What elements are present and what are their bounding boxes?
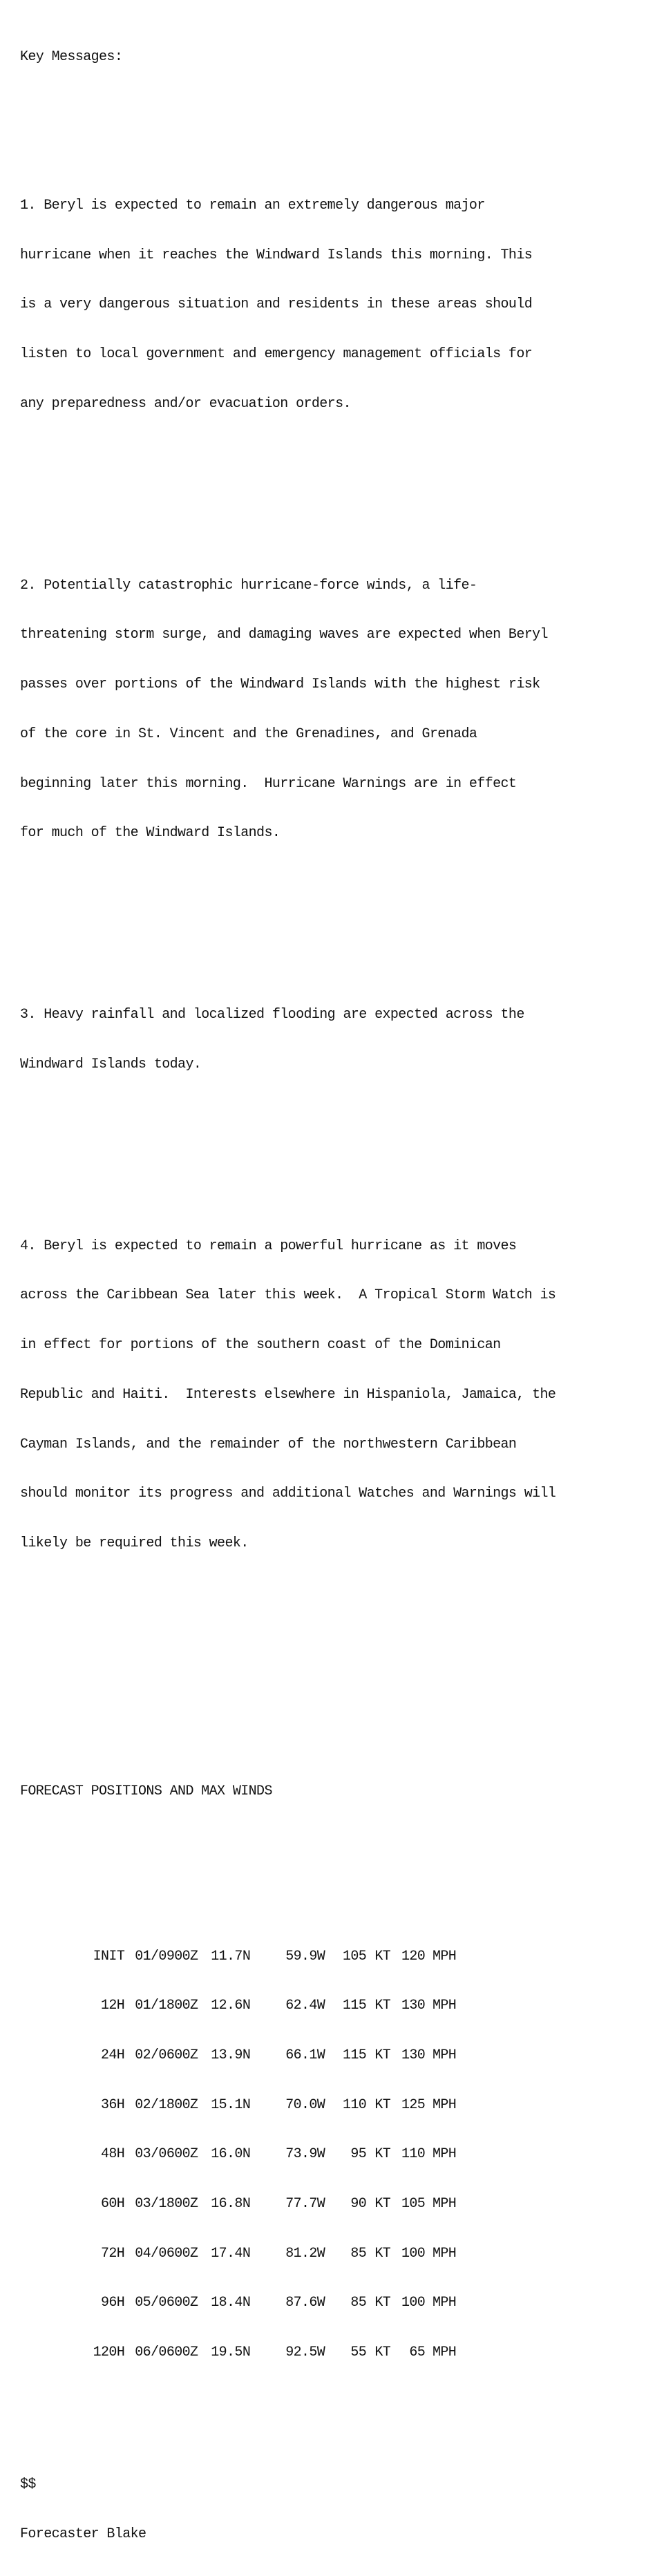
message-line: Windward Islands today. <box>20 1056 202 1072</box>
forecast-time: 05/0600Z <box>135 2295 198 2311</box>
forecast-kt: 110 <box>343 2096 367 2113</box>
message-line: of the core in St. Vincent and the Grenadines, and Grenada <box>20 726 477 742</box>
forecast-kt: 90 <box>350 2196 367 2213</box>
forecast-lon: 87.6W <box>285 2295 325 2311</box>
forecast-hour: 12H <box>101 1998 125 2014</box>
forecast-time: 02/0600Z <box>135 2047 198 2063</box>
message-1 <box>20 164 555 445</box>
message-line: 1. Beryl is expected to remain an extremely dangerous major <box>20 197 485 214</box>
message-line: 2. Potentially catastrophic hurricane-force winds, a life- <box>20 577 477 594</box>
forecast-mph-unit: MPH <box>433 2146 457 2163</box>
forecast-mph-unit: MPH <box>433 1948 457 1964</box>
forecast-lat: 16.8N <box>211 2196 251 2213</box>
message-2 <box>20 544 555 875</box>
message-3 <box>20 974 555 1106</box>
forecast-lon: 59.9W <box>285 1948 325 1964</box>
forecast-kt-unit: KT <box>374 1948 391 1964</box>
forecast-mph-unit: MPH <box>433 2295 457 2311</box>
forecast-hour: 36H <box>101 2096 125 2113</box>
message-line: 4. Beryl is expected to remain a powerful hurricane as it moves <box>20 1238 517 1254</box>
forecast-lon: 66.1W <box>285 2047 325 2063</box>
forecast-row <box>20 1981 555 2014</box>
message-line: listen to local government and emergency management officials for <box>20 346 533 363</box>
message-line: passes over portions of the Windward Islands with the highest risk <box>20 676 540 693</box>
forecast-kt-unit: KT <box>374 1998 391 2014</box>
forecast-mph: 100 <box>401 2245 426 2262</box>
advisory-text <box>20 16 555 2576</box>
forecast-lat: 17.4N <box>211 2245 251 2262</box>
forecast-hour: 96H <box>101 2295 125 2311</box>
forecast-lat: 15.1N <box>211 2096 251 2113</box>
forecast-time: 03/1800Z <box>135 2196 198 2213</box>
message-line: likely be required this week. <box>20 1535 249 1551</box>
forecast-time: 06/0600Z <box>135 2345 198 2361</box>
forecast-lat: 11.7N <box>211 1948 251 1964</box>
forecast-mph: 130 <box>401 1998 426 2014</box>
forecast-mph: 130 <box>401 2047 426 2063</box>
message-line: Cayman Islands, and the remainder of the northwestern Caribbean <box>20 1436 517 1452</box>
forecast-time: 02/1800Z <box>135 2096 198 2113</box>
message-line: Republic and Haiti. Interests elsewhere in Hispaniola, Jamaica, the <box>20 1386 556 1403</box>
key-messages-header: Key Messages: <box>20 48 123 65</box>
forecast-mph: 110 <box>401 2146 426 2163</box>
forecast-mph: 100 <box>401 2295 426 2311</box>
forecast-lat: 13.9N <box>211 2047 251 2063</box>
message-4 <box>20 1205 555 1585</box>
forecast-time: 04/0600Z <box>135 2245 198 2262</box>
forecast-mph-unit: MPH <box>433 2245 457 2262</box>
forecast-row <box>20 2081 555 2113</box>
forecast-kt: 115 <box>343 2047 367 2063</box>
message-line: is a very dangerous situation and residents in these areas should <box>20 296 533 313</box>
message-line: threatening storm surge, and damaging waves are expected when Beryl <box>20 627 548 643</box>
forecast-lat: 19.5N <box>211 2345 251 2361</box>
forecast-mph: 120 <box>401 1948 426 1964</box>
message-line: beginning later this morning. Hurricane Warnings are in effect <box>20 775 517 792</box>
forecast-hour: 24H <box>101 2047 125 2063</box>
forecast-hour: 60H <box>101 2196 125 2213</box>
forecast-row <box>20 2229 555 2262</box>
forecast-kt: 115 <box>343 1998 367 2014</box>
forecast-mph: 105 <box>401 2196 426 2213</box>
forecast-hour: 120H <box>93 2345 125 2361</box>
forecast-mph-unit: MPH <box>433 2096 457 2113</box>
forecast-row <box>20 1932 555 1964</box>
forecast-mph-unit: MPH <box>433 2047 457 2063</box>
forecast-row <box>20 2279 555 2311</box>
forecast-time: 03/0600Z <box>135 2146 198 2163</box>
forecast-row <box>20 2328 555 2361</box>
forecast-kt-unit: KT <box>374 2096 391 2113</box>
forecast-kt-unit: KT <box>374 2146 391 2163</box>
forecast-lon: 62.4W <box>285 1998 325 2014</box>
message-line: should monitor its progress and additional Watches and Warnings will <box>20 1486 556 1502</box>
forecast-time: 01/1800Z <box>135 1998 198 2014</box>
forecast-kt-unit: KT <box>374 2196 391 2213</box>
forecast-lon: 81.2W <box>285 2245 325 2262</box>
forecast-kt: 55 <box>350 2345 367 2361</box>
forecast-lat: 12.6N <box>211 1998 251 2014</box>
message-line: across the Caribbean Sea later this week. A Tropical Storm Watch is <box>20 1287 556 1304</box>
end-marker: $$ <box>20 2476 36 2493</box>
forecast-table <box>20 1899 555 2378</box>
forecast-kt: 95 <box>350 2146 367 2163</box>
forecast-kt: 85 <box>350 2245 367 2262</box>
forecast-mph: 125 <box>401 2096 426 2113</box>
forecast-lon: 77.7W <box>285 2196 325 2213</box>
forecast-hour: 72H <box>101 2245 125 2262</box>
forecaster-signoff: Forecaster Blake <box>20 2526 146 2543</box>
forecast-row <box>20 2179 555 2213</box>
forecast-kt: 105 <box>343 1948 367 1964</box>
forecast-lat: 16.0N <box>211 2146 251 2163</box>
forecast-hour: 48H <box>101 2146 125 2163</box>
forecast-kt-unit: KT <box>374 2047 391 2063</box>
forecast-kt-unit: KT <box>374 2345 391 2361</box>
forecast-mph-unit: MPH <box>433 2196 457 2213</box>
message-line: 3. Heavy rainfall and localized flooding are expected across the <box>20 1007 524 1023</box>
forecast-mph-unit: MPH <box>433 1998 457 2014</box>
forecast-lat: 18.4N <box>211 2295 251 2311</box>
forecast-row <box>20 2130 555 2163</box>
message-line: hurricane when it reaches the Windward Islands this morning. This <box>20 247 533 263</box>
forecast-lon: 73.9W <box>285 2146 325 2163</box>
message-line: in effect for portions of the southern coast of the Dominican <box>20 1337 501 1354</box>
forecast-hour: INIT <box>93 1948 125 1964</box>
forecast-lon: 92.5W <box>285 2345 325 2361</box>
forecast-mph-unit: MPH <box>433 2345 457 2361</box>
message-line: any preparedness and/or evacuation orders. <box>20 395 351 412</box>
forecast-kt: 85 <box>350 2295 367 2311</box>
forecast-mph: 65 <box>409 2345 426 2361</box>
forecast-title: FORECAST POSITIONS AND MAX WINDS <box>20 1783 272 1799</box>
forecast-lon: 70.0W <box>285 2096 325 2113</box>
forecast-kt-unit: KT <box>374 2295 391 2311</box>
forecast-kt-unit: KT <box>374 2245 391 2262</box>
message-line: for much of the Windward Islands. <box>20 825 281 842</box>
forecast-time: 01/0900Z <box>135 1948 198 1964</box>
forecast-row <box>20 2031 555 2063</box>
